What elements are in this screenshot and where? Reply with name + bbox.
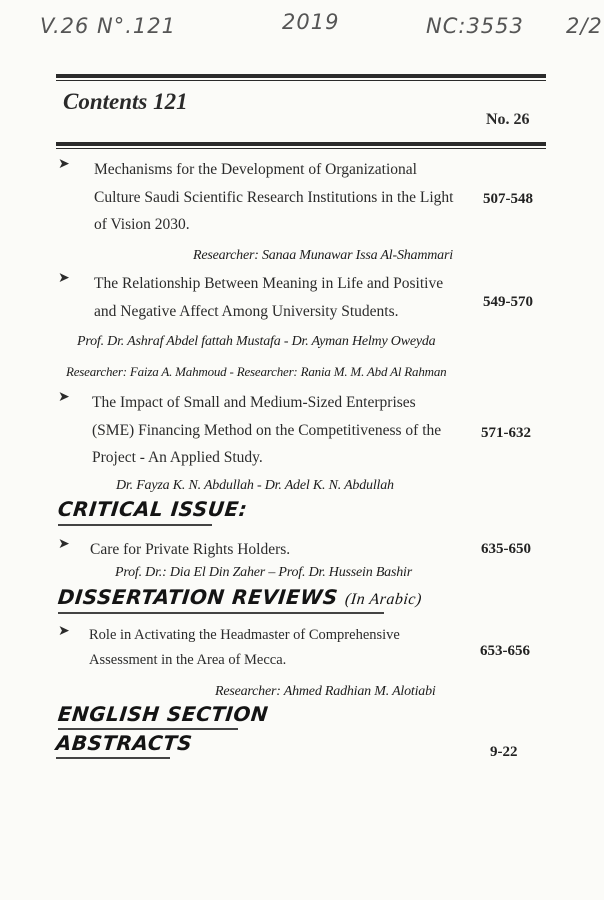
section-heading-abstracts: ABSTRACTS bbox=[54, 731, 194, 755]
toc-entry bbox=[58, 389, 466, 479]
entry-title-line: Assessment in the Area of Mecca. bbox=[89, 651, 287, 668]
entry-title-line: Role in Activating the Headmaster of Comprehensive bbox=[89, 627, 400, 643]
section-underline bbox=[58, 524, 212, 526]
entry-title-line: Mechanisms for the Development of Organizational bbox=[94, 161, 417, 178]
section-note: (In Arabic) bbox=[344, 591, 423, 608]
page-range: 549-570 bbox=[483, 294, 533, 310]
section-heading-english: ENGLISH SECTION bbox=[56, 702, 270, 726]
section-underline bbox=[58, 728, 238, 730]
handwritten-fraction: 2/2 bbox=[566, 14, 603, 38]
entry-title-line: The Relationship Between Meaning in Life and Positive bbox=[94, 275, 444, 292]
contents-title: Contents 121 bbox=[63, 89, 188, 114]
header-rule bbox=[56, 142, 546, 146]
page-range: 9-22 bbox=[490, 744, 518, 760]
entry-title-line: of Vision 2030. bbox=[94, 216, 190, 233]
page-range: 571-632 bbox=[481, 425, 531, 441]
toc-entry bbox=[58, 270, 468, 330]
toc-entry bbox=[58, 536, 468, 564]
section-heading-dissertation bbox=[57, 585, 424, 609]
top-rule bbox=[56, 74, 546, 78]
author-line: Dr. Fayza K. N. Abdullah - Dr. Adel K. N. Abdullah bbox=[116, 478, 394, 493]
header-rule-thin bbox=[56, 148, 546, 149]
page-range: 653-656 bbox=[480, 643, 530, 659]
author-line: Researcher: Sanaa Munawar Issa Al-Shammari bbox=[193, 248, 453, 263]
author-line: Researcher: Faiza A. Mahmoud - Researcher: Rania M. M. Abd Al Rahman bbox=[66, 364, 447, 379]
handwritten-code: NC:3553 bbox=[426, 14, 524, 38]
entry-title-line: and Negative Affect Among University Students. bbox=[94, 302, 399, 320]
entry-title-line: (SME) Financing Method on the Competitiveness of the bbox=[92, 421, 442, 439]
handwritten-volume: V.26 N°.121 bbox=[40, 14, 176, 38]
page-range: 507-548 bbox=[483, 191, 533, 207]
page-range: 635-650 bbox=[481, 541, 531, 557]
arrow-bullet-icon: ➤ bbox=[58, 390, 70, 405]
top-rule-thin bbox=[56, 80, 546, 81]
section-heading-critical: CRITICAL ISSUE: bbox=[56, 497, 249, 521]
entry-title-line: Care for Private Rights Holders. bbox=[90, 541, 291, 558]
arrow-bullet-icon: ➤ bbox=[58, 271, 70, 286]
toc-entry bbox=[58, 156, 468, 246]
arrow-bullet-icon: ➤ bbox=[58, 624, 70, 639]
author-line: Researcher: Ahmed Radhian M. Alotiabi bbox=[215, 684, 436, 699]
toc-entry bbox=[58, 623, 464, 675]
section-underline bbox=[58, 612, 384, 614]
entry-title-line: Project - An Applied Study. bbox=[92, 449, 263, 466]
issue-number: No. 26 bbox=[486, 111, 530, 128]
arrow-bullet-icon: ➤ bbox=[58, 537, 70, 552]
section-underline bbox=[56, 757, 170, 759]
handwritten-year: 2019 bbox=[282, 10, 340, 34]
author-line: Prof. Dr. Ashraf Abdel fattah Mustafa - Dr. Ayman Helmy Oweyda bbox=[77, 334, 436, 349]
author-line: Prof. Dr.: Dia El Din Zaher – Prof. Dr. Hussein Bashir bbox=[115, 565, 412, 580]
arrow-bullet-icon: ➤ bbox=[58, 157, 70, 172]
entry-title-line: The Impact of Small and Medium-Sized Enterprises bbox=[92, 394, 416, 411]
entry-title-line: Culture Saudi Scientific Research Institutions in the Light bbox=[94, 188, 454, 206]
section-title: DISSERTATION REVIEWS bbox=[56, 585, 340, 609]
